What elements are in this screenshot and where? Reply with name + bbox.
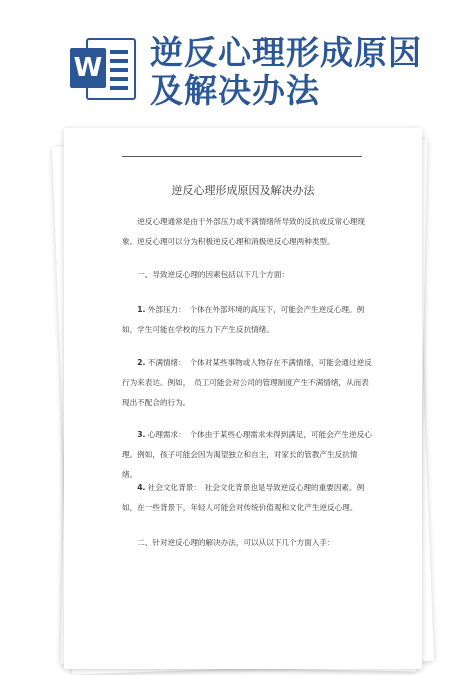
- item-number: 2.: [137, 358, 146, 367]
- list-item: [122, 300, 372, 340]
- document-page: [64, 128, 422, 669]
- list-item: [122, 353, 372, 413]
- page-title: 逆反心理形成原因及解决办法: [150, 33, 422, 110]
- intro-paragraph: 逆反心理通常是由于外部压力或不满情绪所导致的反抗或反常心理现象。逆反心理可以分为积极逆反心理和消极逆反心理两种类型。: [122, 217, 365, 246]
- list-item: [122, 478, 372, 518]
- header-rule: [122, 156, 362, 157]
- word-badge: W: [70, 48, 106, 88]
- document-title: 逆反心理形成原因及解决办法: [171, 184, 315, 197]
- section-heading: 二、针对逆反心理的解决办法，可以从以下几个方面入手：: [137, 538, 335, 547]
- item-text: 外部压力： 个体在外部环境的高压下，可能会产生逆反心理。例如，学生可能在学校的压力下产生反抗情绪。: [122, 305, 365, 334]
- item-text: 社会文化背景： 社会文化背景也是导致逆反心理的重要因素。例如，在一些背景下，年轻人可能会对传统价值观和文化产生逆反心理。: [122, 483, 365, 512]
- item-number: 3.: [137, 430, 146, 439]
- word-doc-icon: [70, 38, 136, 100]
- section-heading: 一、导致逆反心理的因素包括以下几个方面：: [137, 270, 290, 279]
- header-banner: [0, 0, 474, 115]
- item-text: 心理需求： 个体由于某些心理需求未得到满足，可能会产生逆反心理。例如，孩子可能会因为渴望独立和自主，对家长的管教产生反抗情绪。: [122, 430, 372, 479]
- item-number: 1.: [137, 305, 146, 314]
- item-number: 4.: [137, 483, 146, 492]
- list-item: [122, 425, 372, 485]
- item-text: 不满情绪： 个体对某些事物或人物存在不满情绪，可能会通过逆反行为来表达。例如， 员工可能会对公司的管理制度产生不满情绪，从而表现出不配合的行为。: [122, 358, 372, 407]
